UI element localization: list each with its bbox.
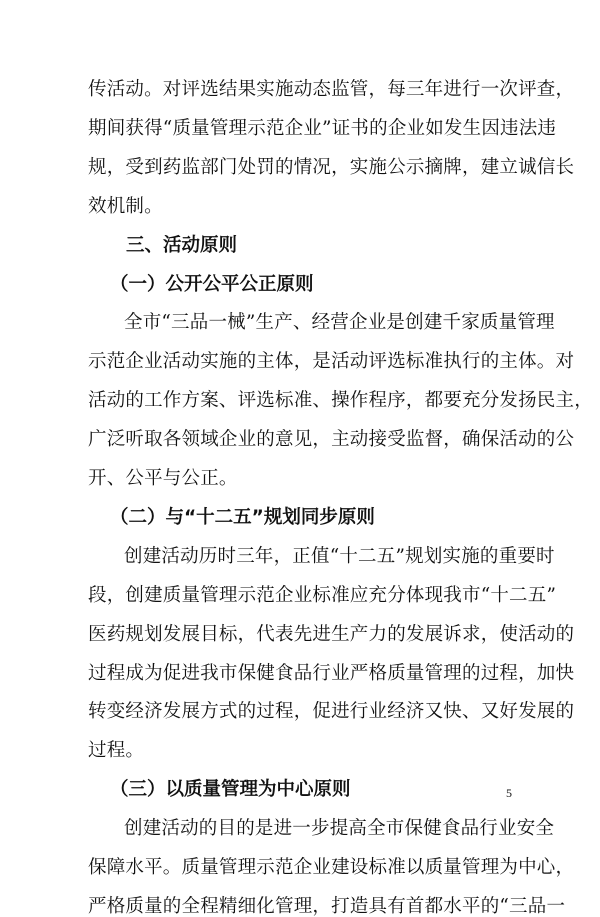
body-line: 医药规划发展目标，代表先进生产力的发展诉求，使活动的	[88, 624, 575, 645]
body-line: 过程成为促进我市保健食品行业严格质量管理的过程，加快	[88, 663, 575, 684]
paragraph-first-line: 创建活动历时三年，正值“十二五”规划实施的重要时	[124, 546, 555, 567]
paragraph-first-line: 全市“三品一械”生产、经营企业是创建千家质量管理	[124, 312, 555, 333]
body-line: 期间获得“质量管理示范企业”证书的企业如发生因违法违	[88, 118, 557, 139]
body-line: 过程。	[88, 740, 145, 761]
paragraph-first-line: 创建活动的目的是进一步提高全市保健食品行业安全	[124, 818, 555, 839]
body-line: 广泛听取各领域企业的意见，主动接受监督，确保活动的公	[88, 429, 575, 450]
subsection-heading: （三）以质量管理为中心原则	[110, 779, 351, 800]
body-line: 开、公平与公正。	[88, 468, 238, 489]
body-line: 示范企业活动实施的主体，是活动评选标准执行的主体。对	[88, 351, 575, 372]
body-line: 效机制。	[88, 196, 163, 217]
body-line: 传活动。对评选结果实施动态监管，每三年进行一次评查，	[88, 79, 575, 100]
body-line: 转变经济发展方式的过程，促进行业经济又快、又好发展的	[88, 701, 575, 722]
body-line: 规，受到药监部门处罚的情况，实施公示摘牌，建立诚信长	[88, 157, 575, 178]
subsection-heading: （二）与“十二五”规划同步原则	[110, 507, 375, 528]
body-line: 严格质量的全程精细化管理，打造具有首都水平的“三品一	[88, 896, 566, 917]
body-line: 段，创建质量管理示范企业标准应充分体现我市“十二五”	[88, 585, 557, 606]
section-heading: 三、活动原则	[126, 235, 238, 256]
body-line: 活动的工作方案、评选标准、操作程序，都要充分发扬民主，	[88, 390, 593, 411]
body-line: 保障水平。质量管理示范企业建设标准以质量管理为中心，	[88, 857, 575, 878]
subsection-heading: （一）公开公平公正原则	[110, 274, 314, 295]
page-number: 5	[506, 786, 512, 800]
